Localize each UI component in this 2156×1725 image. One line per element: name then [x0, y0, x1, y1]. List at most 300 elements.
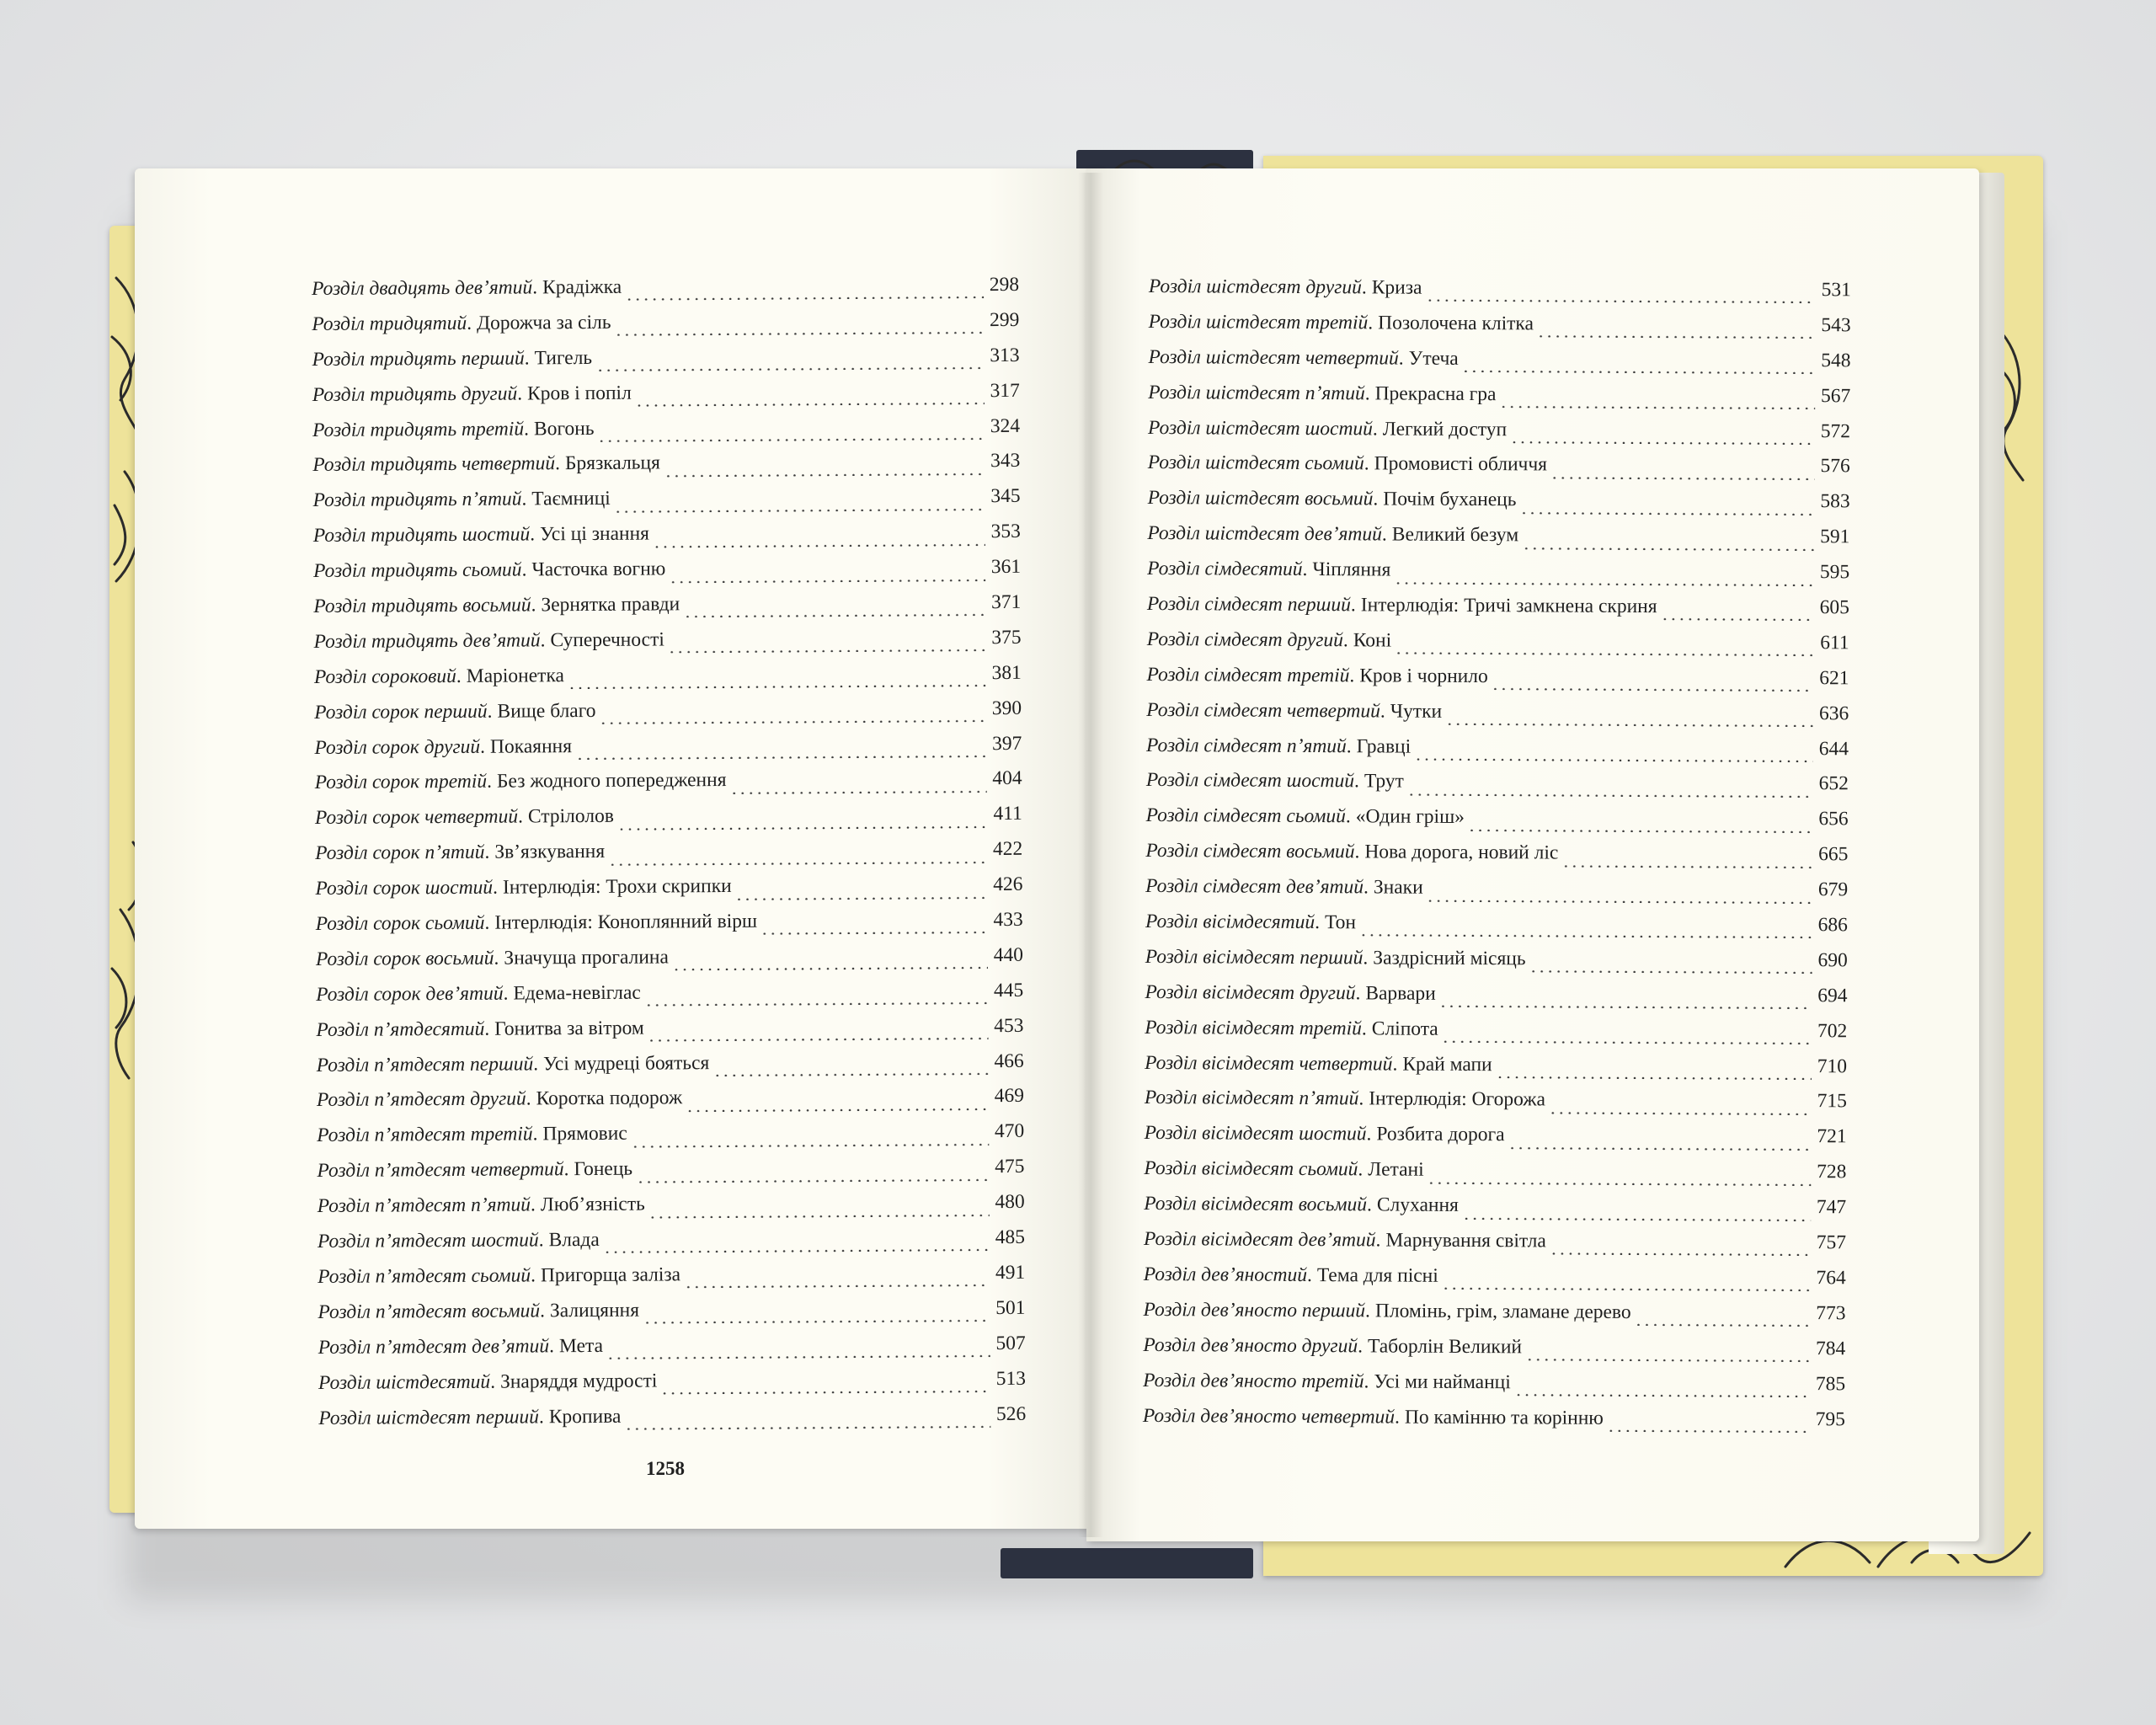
toc-entry [1145, 1052, 1847, 1091]
chapter-title: Чіпляння [1312, 558, 1391, 581]
toc-entry [316, 909, 1023, 948]
dot-leader [595, 366, 984, 371]
toc-entry [1146, 769, 1849, 808]
chapter-label: Розділ тридцять другий [312, 382, 518, 406]
dot-leader [683, 614, 985, 618]
toc-entry [1143, 1404, 1845, 1443]
chapter-page-number: 747 [1816, 1196, 1847, 1219]
chapter-page-number: 652 [1818, 772, 1849, 795]
dot-leader [1529, 970, 1812, 975]
chapter-separator: . [549, 1334, 555, 1358]
dot-leader [1537, 335, 1816, 339]
toc-entry [1144, 1157, 1846, 1196]
chapter-separator: . [1358, 1335, 1364, 1358]
toc-entry [1143, 1370, 1845, 1408]
chapter-title: Коні [1353, 629, 1392, 652]
dot-leader [1425, 299, 1815, 303]
chapter-separator: . [521, 558, 527, 581]
chapter-label: Розділ п’ятдесят четвертий [317, 1158, 564, 1183]
chapter-separator: . [1302, 558, 1308, 581]
chapter-title: Заздрісний місяць [1373, 947, 1526, 970]
chapter-page-number: 710 [1817, 1055, 1848, 1077]
toc-entry [312, 380, 1020, 419]
chapter-label: Розділ сорок четвертий [314, 805, 519, 830]
dot-leader [1499, 405, 1815, 409]
dot-leader [568, 684, 986, 689]
chapter-label: Розділ вісімдесят третій [1145, 1016, 1363, 1040]
chapter-title: Позолочена клітка [1378, 312, 1534, 335]
dot-leader [617, 825, 987, 830]
toc-entry [315, 838, 1022, 878]
dot-leader [1439, 1005, 1812, 1009]
chapter-title: Пломінь, грім, зламане дерево [1374, 1300, 1631, 1323]
chapter-separator: . [1375, 1229, 1381, 1252]
chapter-page-number: 507 [995, 1332, 1026, 1354]
chapter-title: Пригорща заліза [540, 1263, 681, 1287]
toc-entry [316, 980, 1023, 1019]
chapter-page-number: 513 [995, 1367, 1027, 1390]
chapter-separator: . [530, 523, 536, 546]
toc-entry [1145, 840, 1848, 879]
dot-leader [730, 790, 987, 794]
chapter-page-number: 299 [989, 308, 1020, 331]
dot-leader [1394, 581, 1814, 586]
chapter-title: Зв’язкування [494, 841, 606, 863]
chapter-separator: . [538, 1229, 544, 1252]
toc-entry [1147, 628, 1849, 667]
toc-entry [312, 414, 1020, 454]
dot-leader [606, 1354, 990, 1359]
dot-leader [631, 1143, 989, 1148]
chapter-title: Трут [1364, 770, 1404, 793]
dot-leader [603, 1249, 990, 1254]
chapter-title: Кров і попіл [526, 382, 632, 405]
chapter-page-number: 345 [990, 485, 1021, 508]
chapter-label: Розділ вісімдесят сьомий [1144, 1157, 1358, 1181]
dot-leader [635, 402, 985, 407]
toc-entry [1145, 1087, 1847, 1125]
chapter-label: Розділ сорок дев’ятий [316, 982, 504, 1006]
dot-leader [1428, 1181, 1812, 1185]
chapter-separator: . [1342, 629, 1348, 652]
chapter-separator: . [532, 1123, 538, 1146]
chapter-label: Розділ шістдесят третій [1148, 310, 1369, 334]
chapter-title: Усі ці знання [539, 522, 650, 546]
toc-entry [318, 1226, 1025, 1266]
chapter-title: Нова дорога, новий ліс [1364, 841, 1559, 864]
dot-leader [1561, 864, 1812, 868]
chapter-title: Інтерлюдія: Трохи скрипки [502, 875, 732, 899]
chapter-title: Гонитва за вітром [494, 1017, 644, 1040]
chapter-title: Тема для пісні [1316, 1264, 1438, 1287]
chapter-separator: . [1380, 700, 1385, 723]
chapter-separator: . [517, 805, 524, 828]
toc-entry [1145, 946, 1848, 985]
chapter-title: Таємниці [531, 488, 611, 510]
chapter-title: Криза [1371, 276, 1422, 299]
dot-leader [636, 1178, 989, 1183]
dot-leader [1496, 1076, 1812, 1080]
chapter-page-number: 636 [1818, 702, 1849, 725]
chapter-label: Розділ шістдесят другий [1148, 275, 1362, 299]
chapter-separator: . [1361, 1017, 1367, 1040]
chapter-separator: . [480, 735, 486, 758]
chapter-separator: . [456, 665, 462, 687]
chapter-separator: . [1365, 1300, 1371, 1322]
dot-leader [1442, 1040, 1812, 1044]
chapter-page-number: 583 [1820, 490, 1850, 513]
chapter-label: Розділ тридцять четвертий [312, 452, 556, 477]
chapter-page-number: 728 [1817, 1161, 1847, 1183]
chapter-label: Розділ сорок п’ятий [315, 841, 485, 865]
chapter-separator: . [524, 347, 530, 370]
dot-leader [643, 1319, 990, 1324]
chapter-title: Чутки [1390, 700, 1443, 723]
chapter-label: Розділ тридцять п’ятий [312, 488, 522, 512]
chapter-page-number: 621 [1819, 666, 1849, 690]
page-number: 1258 [646, 1458, 685, 1479]
chapter-page-number: 526 [995, 1402, 1027, 1425]
chapter-separator: . [531, 594, 536, 617]
chapter-page-number: 773 [1816, 1301, 1846, 1325]
dot-leader [598, 437, 985, 442]
chapter-separator: . [555, 452, 561, 475]
chapter-separator: . [1358, 1087, 1364, 1110]
chapter-separator: . [533, 1052, 539, 1076]
chapter-label: Розділ шістдесят четвертий [1148, 345, 1399, 370]
dot-leader [1522, 547, 1814, 551]
chapter-label: Розділ шістдесят п’ятий [1148, 381, 1365, 405]
dot-leader [1607, 1429, 1810, 1433]
dot-leader [1525, 1359, 1810, 1363]
chapter-page-number: 440 [993, 943, 1024, 966]
chapter-label: Розділ вісімдесят другий [1145, 980, 1356, 1005]
chapter-title: Стрілолов [527, 805, 614, 828]
dot-leader [1442, 1287, 1811, 1291]
chapter-title: Почім буханець [1383, 488, 1517, 511]
chapter-separator: . [1373, 488, 1379, 510]
chapter-page-number: 784 [1816, 1337, 1846, 1360]
chapter-label: Розділ п’ятдесят другий [316, 1087, 526, 1112]
chapter-page-number: 605 [1819, 596, 1850, 619]
dot-leader [712, 1072, 988, 1076]
chapter-label: Розділ вісімдесят п’ятий [1144, 1087, 1359, 1110]
chapter-label: Розділ п’ятдесят перший [316, 1053, 534, 1076]
chapter-title: По камінню та корінню [1404, 1406, 1604, 1429]
toc-entry [1148, 346, 1850, 385]
toc-entry [314, 627, 1022, 666]
chapter-page-number: 690 [1817, 949, 1848, 972]
toc-entry [315, 803, 1022, 842]
chapter-separator: . [1315, 911, 1321, 934]
chapter-separator: . [1364, 1370, 1369, 1392]
chapter-label: Розділ тридцять перший [312, 347, 525, 371]
chapter-page-number: 491 [995, 1261, 1026, 1284]
dot-leader [600, 719, 987, 724]
chapter-label: Розділ п’ятдесят дев’ятий [318, 1335, 550, 1359]
chapter-page-number: 445 [993, 979, 1024, 1001]
chapter-separator: . [1364, 452, 1369, 475]
chapter-label: Розділ сорок шостий [315, 876, 494, 900]
toc-entry [1146, 699, 1849, 738]
chapter-separator: . [467, 312, 472, 334]
chapter-label: Розділ дев’яносто другий [1143, 1333, 1358, 1358]
chapter-separator: . [1366, 1123, 1372, 1146]
chapter-title: Значуща прогалина [504, 946, 669, 969]
chapter-title: Люб’язність [540, 1193, 645, 1216]
toc-entry [317, 1085, 1024, 1124]
dot-leader [1445, 723, 1813, 727]
dot-leader [660, 1390, 990, 1394]
toc-entry [1144, 1228, 1846, 1267]
chapter-page-number: 470 [994, 1120, 1025, 1143]
chapter-label: Розділ сімдесят п’ятий [1146, 734, 1347, 757]
chapter-separator: . [1364, 382, 1370, 405]
chapter-separator: . [1372, 417, 1378, 440]
chapter-title: Коротка подорож [536, 1087, 683, 1110]
toc-entry [1143, 1299, 1845, 1338]
chapter-title: Варвари [1365, 982, 1436, 1005]
chapter-title: Легкий доступ [1382, 418, 1508, 441]
chapter-label: Розділ сімдесят четвертий [1146, 698, 1381, 723]
chapter-separator: . [530, 1264, 536, 1287]
chapter-page-number: 343 [990, 450, 1021, 473]
dot-leader [1550, 476, 1815, 480]
chapter-separator: . [484, 911, 490, 934]
chapter-label: Розділ шістдесят перший [318, 1405, 540, 1429]
dot-leader [625, 296, 984, 302]
chapter-page-number: 313 [990, 344, 1020, 366]
chapter-separator: . [487, 700, 493, 723]
chapter-label: Розділ тридцять третій [312, 418, 525, 441]
dot-leader [668, 649, 986, 653]
chapter-page-number: 543 [1821, 314, 1851, 337]
chapter-page-number: 361 [990, 555, 1022, 579]
chapter-title: Вище благо [497, 699, 596, 723]
chapter-title: Суперечності [550, 628, 664, 652]
toc-entry [318, 1297, 1025, 1337]
chapter-page-number: 595 [1819, 561, 1850, 584]
toc-entry [318, 1332, 1026, 1372]
chapter-separator: . [1355, 982, 1361, 1005]
toc-entry [318, 1402, 1026, 1442]
chapter-title: Тигель [534, 346, 593, 370]
chapter-title: Без жодного попередження [496, 769, 727, 793]
dot-leader [684, 1284, 990, 1288]
chapter-separator: . [1368, 312, 1374, 334]
chapter-page-number: 686 [1817, 914, 1849, 937]
chapter-title: Утеча [1408, 347, 1459, 370]
chapter-separator: . [517, 382, 523, 405]
chapter-title: Слухання [1376, 1194, 1459, 1217]
chapter-title: Гравці [1356, 734, 1412, 758]
chapter-separator: . [1398, 347, 1404, 370]
toc-entry [1145, 981, 1847, 1020]
toc-entry [312, 450, 1020, 489]
chapter-page-number: 548 [1821, 349, 1851, 372]
chapter-page-number: 572 [1820, 419, 1851, 442]
chapter-page-number: 422 [992, 838, 1023, 861]
chapter-page-number: 469 [994, 1085, 1025, 1108]
chapter-title: Прекрасна гра [1374, 382, 1497, 405]
toc-right [1143, 275, 1851, 1444]
chapter-label: Розділ тридцять шостий [312, 523, 531, 547]
chapter-separator: . [1381, 523, 1387, 546]
chapter-label: Розділ вісімдесят восьмий [1144, 1193, 1368, 1216]
toc-entry [1143, 1334, 1845, 1373]
chapter-separator: . [503, 982, 509, 1005]
chapter-separator: . [1361, 276, 1367, 299]
chapter-page-number: 611 [1820, 632, 1849, 654]
chapter-page-number: 757 [1816, 1231, 1847, 1254]
chapter-separator: . [539, 1300, 546, 1322]
dot-leader [664, 473, 985, 477]
chapter-title: Покаяння [489, 734, 573, 758]
chapter-label: Розділ дев’яносто третій [1143, 1369, 1364, 1392]
dot-leader [1407, 793, 1813, 798]
toc-entry [1145, 804, 1848, 843]
chapter-separator: . [493, 876, 499, 899]
chapter-separator: . [526, 1087, 531, 1110]
chapter-separator: . [1346, 734, 1352, 757]
chapter-label: Розділ шістдесят дев’ятий [1147, 522, 1383, 546]
chapter-label: Розділ сімдесят другий [1146, 628, 1344, 652]
toc-entry [317, 1049, 1024, 1089]
dot-leader [615, 331, 985, 336]
chapter-title: Гонець [574, 1157, 633, 1181]
chapter-page-number: 453 [994, 1014, 1024, 1037]
chapter-page-number: 390 [991, 697, 1022, 719]
chapter-title: Знаряддя мудрості [499, 1370, 658, 1393]
chapter-label: Розділ сімдесят третій [1146, 663, 1350, 687]
chapter-title: Мета [558, 1334, 604, 1357]
chapter-page-number: 475 [995, 1156, 1025, 1178]
chapter-title: Зернятка правди [541, 593, 680, 617]
chapter-title: Інтерлюдія: Огорожа [1369, 1087, 1546, 1111]
toc-entry [1147, 522, 1849, 561]
chapter-label: Розділ п’ятдесят третій [317, 1123, 533, 1147]
chapter-page-number: 702 [1817, 1019, 1848, 1043]
dot-leader [648, 1214, 990, 1218]
chapter-separator: . [1349, 665, 1355, 687]
chapter-page-number: 531 [1821, 279, 1851, 302]
chapter-separator: . [1345, 805, 1351, 828]
toc-entry [317, 1156, 1024, 1195]
toc-entry [315, 873, 1022, 913]
chapter-label: Розділ сімдесят восьмий [1145, 840, 1355, 863]
chapter-separator: . [532, 276, 538, 299]
chapter-label: Розділ шістдесят шостий [1147, 416, 1374, 440]
dot-leader [1550, 1252, 1811, 1257]
chapter-page-number: 795 [1815, 1407, 1845, 1430]
toc-entry [1148, 451, 1850, 490]
chapter-label: Розділ вісімдесят четвертий [1145, 1051, 1393, 1076]
chapter-title: «Один гріш» [1355, 805, 1465, 829]
chapter-page-number: 404 [992, 767, 1022, 790]
toc-entry [312, 344, 1020, 384]
chapter-label: Розділ вісімдесятий [1145, 911, 1315, 934]
chapter-label: Розділ сорок перший [314, 700, 488, 724]
chapter-title: Маріонетка [466, 664, 564, 687]
toc-entry [312, 309, 1019, 349]
chapter-separator: . [494, 947, 499, 969]
dot-leader [1510, 441, 1815, 445]
dot-leader [624, 1425, 990, 1430]
chapter-label: Розділ п’ятдесят шостий [317, 1229, 539, 1253]
chapter-page-number: 501 [995, 1296, 1026, 1319]
toc-left [312, 274, 1026, 1442]
toc-entry [1145, 875, 1848, 914]
dot-leader [575, 755, 986, 760]
toc-entry [1145, 911, 1848, 949]
toc-entry [314, 662, 1022, 702]
toc-entry [1147, 487, 1849, 526]
chapter-label: Розділ сімдесятий [1147, 558, 1303, 581]
dot-leader [1549, 1111, 1812, 1115]
chapter-title: Таборлін Великий [1367, 1335, 1523, 1359]
chapter-title: Дорожча за сіль [476, 311, 611, 334]
chapter-page-number: 721 [1817, 1125, 1847, 1148]
chapter-label: Розділ тридцятий [312, 312, 467, 335]
dot-leader [1468, 829, 1813, 833]
toc-entry [1149, 311, 1851, 350]
chapter-page-number: 785 [1815, 1372, 1846, 1395]
toc-entry [313, 521, 1021, 560]
chapter-title: Залицяння [549, 1299, 640, 1322]
chapter-page-number: 656 [1818, 808, 1849, 830]
chapter-page-number: 353 [990, 521, 1021, 543]
dot-leader [1508, 1146, 1812, 1151]
chapter-page-number: 679 [1817, 879, 1849, 901]
chapter-label: Розділ вісімдесят дев’ятий [1143, 1228, 1376, 1252]
chapter-page-number: 644 [1818, 737, 1849, 760]
dot-leader [686, 1108, 989, 1112]
chapter-page-number: 381 [991, 661, 1022, 684]
chapter-title: Вогонь [533, 417, 595, 440]
chapter-separator: . [484, 841, 490, 864]
chapter-label: Розділ сорок сьомий [315, 911, 485, 936]
chapter-label: Розділ тридцять восьмий [313, 594, 531, 618]
chapter-title: Прямовис [542, 1123, 627, 1146]
chapter-page-number: 397 [992, 732, 1022, 755]
chapter-separator: . [1395, 1406, 1401, 1429]
toc-entry [1144, 1263, 1846, 1302]
chapter-label: Розділ тридцять сьомий [313, 558, 522, 583]
chapter-label: Розділ сімдесят перший [1146, 593, 1351, 617]
chapter-separator: . [1306, 1263, 1312, 1286]
chapter-page-number: 375 [991, 626, 1022, 649]
toc-entry [1148, 382, 1850, 420]
chapter-label: Розділ сімдесят шостий [1145, 769, 1355, 793]
chapter-page-number: 317 [990, 379, 1020, 402]
chapter-title: Кропива [548, 1405, 622, 1428]
chapter-label: Розділ вісімдесят перший [1145, 945, 1364, 969]
book-gutter [1078, 173, 1103, 1537]
dot-leader [1514, 1393, 1810, 1397]
chapter-label: Розділ п’ятдесят восьмий [318, 1300, 541, 1323]
chapter-page-number: 591 [1820, 526, 1850, 548]
chapter-title: Усі мудреці бояться [542, 1051, 710, 1075]
toc-entry [312, 274, 1019, 313]
dot-leader [672, 966, 988, 970]
chapter-separator: . [530, 1194, 536, 1216]
chapter-page-number: 567 [1820, 384, 1851, 408]
dot-leader [1427, 899, 1813, 903]
toc-entry [1145, 1122, 1847, 1161]
toc-entry [316, 944, 1023, 984]
chapter-separator: . [1392, 1053, 1398, 1076]
chapter-page-number: 426 [993, 873, 1023, 896]
